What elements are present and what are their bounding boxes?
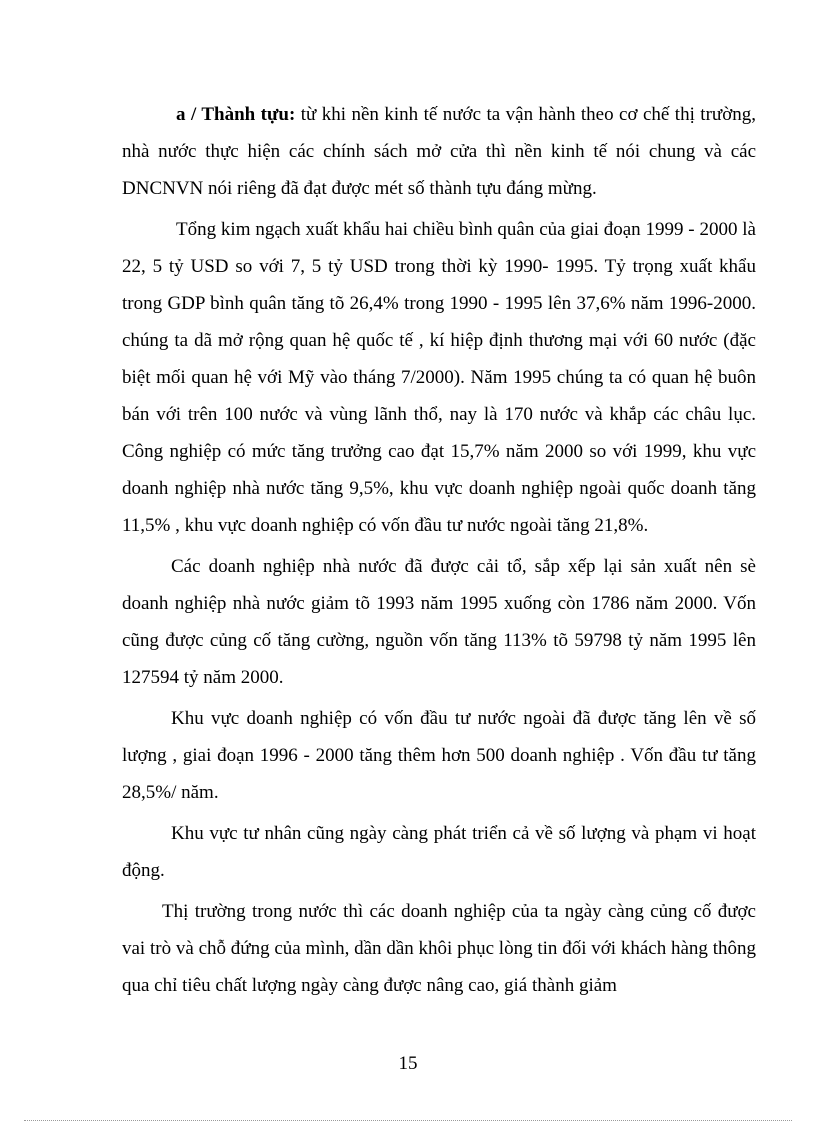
state-enterprise-paragraph: Các doanh nghiệp nhà nước đã được cải tổ, sắp xếp lại sản xuất nên sè doanh nghiệp nhà nước giảm tõ 1993 năm 1995 xuống còn 1786 năm 2000. Vốn cũng được củng cố tăng cường, nguồn vốn tăng 113% tõ 59798 tỷ năm 1995 lên 127594 tỷ năm 2000. <box>122 556 756 688</box>
section-heading: a / Thành tựu: <box>176 104 296 125</box>
achievements-paragraph <box>122 96 756 207</box>
private-sector-paragraph: Khu vực tư nhân cũng ngày càng phát triển cả về số lượng và phạm vi hoạt động. <box>122 823 756 881</box>
fdi-paragraph: Khu vực doanh nghiệp có vốn đầu tư nước ngoài đã được tăng lên về số lượng , giai đoạn 1996 - 2000 tăng thêm hơn 500 doanh nghiệp . Vốn đầu tư tăng 28,5%/ năm. <box>122 708 756 803</box>
body-text <box>122 96 756 1008</box>
intro-text: từ khi nền kinh tế nước ta vận hành theo cơ chế thị trường, nhà nước thực hiện các chính sách mở cửa thì nền kinh tế nói chung và các DNCNVN nói riêng đã đạt được mét số thành tựu đáng mừng. <box>122 104 757 199</box>
page-bottom-divider <box>24 1120 792 1121</box>
domestic-market-paragraph: Thị trường trong nước thì các doanh nghiệp của ta ngày càng củng cố được vai trò và chỗ đứng của mình, dần dần khôi phục lòng tin đối với khách hàng thông qua chỉ tiêu chất lượng ngày càng được nâng cao, giá thành giảm <box>122 901 756 996</box>
page-number: 15 <box>398 1053 418 1074</box>
export-paragraph: Tổng kim ngạch xuất khẩu hai chiều bình quân của giai đoạn 1999 - 2000 là 22, 5 tỷ USD so với 7, 5 tỷ USD trong thời kỳ 1990- 1995. Tỷ trọng xuất khẩu trong GDP bình quân tăng tõ 26,4% trong 1990 - 1995 lên 37,6% năm 1996-2000. chúng ta dã mở rộng quan hệ quốc tế , kí hiệp định thương mại với 60 nước (đặc biệt mối quan hệ với Mỹ vào tháng 7/2000). Năm 1995 chúng ta có quan hệ buôn bán với trên 100 nước và vùng lãnh thổ, nay là 170 nước và khắp các châu lục. Công nghiệp có mức tăng trưởng cao đạt 15,7% năm 2000 so với 1999, khu vực doanh nghiệp nhà nước tăng 9,5%, khu vực doanh nghiệp ngoài quốc doanh tăng 11,5% , khu vực doanh nghiệp có vốn đầu tư nước ngoài tăng 21,8%. <box>122 219 756 536</box>
